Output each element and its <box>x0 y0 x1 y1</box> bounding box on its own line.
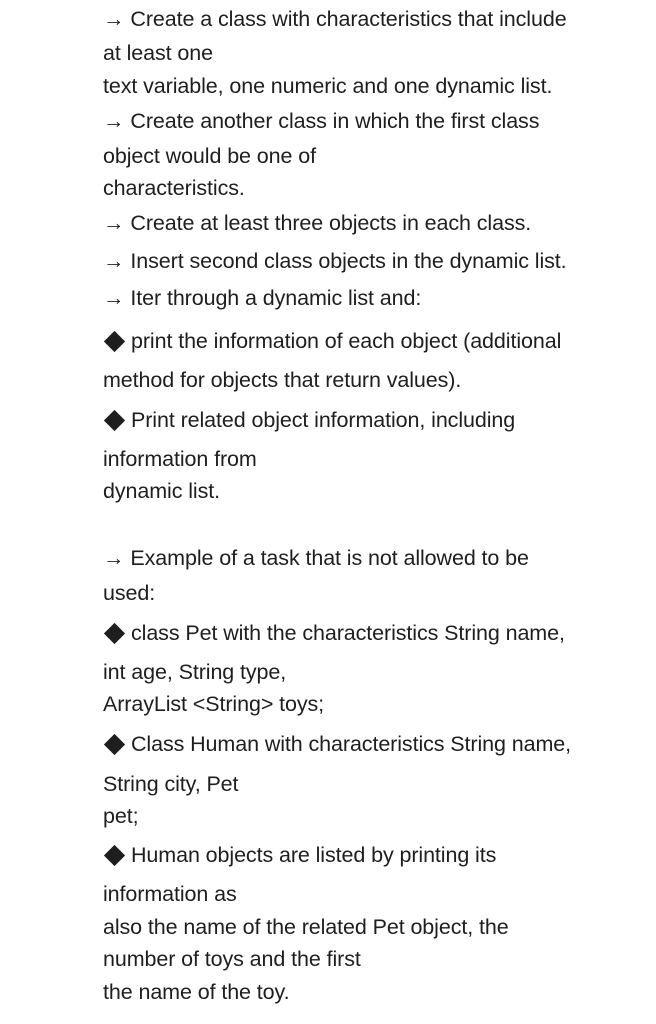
example-item-3-line: number of toys and the first <box>103 947 361 971</box>
example-heading-line <box>103 548 529 570</box>
step-1-line: at least one <box>103 41 213 65</box>
step-1-text: Create a class with characteristics that include <box>130 7 567 31</box>
example-item-1-line: ArrayList <String> toys; <box>103 692 325 716</box>
arrow-icon: → <box>103 7 125 31</box>
step-5-text: Iter through a dynamic list and: <box>130 286 422 310</box>
diamond-bullet-icon <box>104 331 125 352</box>
example-item-1-line: int age, String type, <box>103 660 287 684</box>
example-item-3-line <box>103 845 496 867</box>
example-item-3-line: the name of the toy. <box>103 980 290 1004</box>
step-1-line: text variable, one numeric and one dynamic list. <box>103 74 553 98</box>
step-3-text: Create at least three objects in each class. <box>130 211 532 235</box>
sub-item-1-line: method for objects that return values). <box>103 368 462 392</box>
sub-item-2-line: information from <box>103 447 257 471</box>
step-2-line: characteristics. <box>103 176 245 200</box>
example-item-2-text: Class Human with characteristics String name, <box>131 732 571 756</box>
step-4-text: Insert second class objects in the dynamic list. <box>130 249 567 273</box>
example-item-2-line: String city, Pet <box>103 772 239 796</box>
example-item-2-line <box>103 734 571 756</box>
step-4-line <box>103 251 567 273</box>
step-5-line <box>103 288 421 310</box>
step-3-line <box>103 213 531 235</box>
example-item-3-line: also the name of the related Pet object, the <box>103 915 509 939</box>
step-2-line: object would be one of <box>103 144 316 168</box>
sub-item-2-text: Print related object information, including <box>131 408 516 432</box>
example-item-1-text: class Pet with the characteristics String name, <box>131 621 565 645</box>
step-2-line <box>103 111 539 133</box>
example-item-1-line <box>103 623 565 645</box>
arrow-icon: → <box>103 211 125 235</box>
sub-item-1-line <box>103 331 561 353</box>
diamond-bullet-icon <box>104 410 125 431</box>
sub-item-2-line <box>103 410 515 432</box>
example-heading-text: Example of a task that is not allowed to be <box>130 546 529 570</box>
example-heading-line: used: <box>103 581 156 605</box>
example-item-3-line: information as <box>103 882 237 906</box>
sub-item-1-text: print the information of each object (additional <box>131 329 562 353</box>
step-2-text: Create another class in which the first class <box>130 109 540 133</box>
step-1-line <box>103 9 567 31</box>
sub-item-2-line: dynamic list. <box>103 479 220 503</box>
arrow-icon: → <box>103 286 125 310</box>
arrow-icon: → <box>103 109 125 133</box>
arrow-icon: → <box>103 249 125 273</box>
example-item-3-text: Human objects are listed by printing its <box>131 843 497 867</box>
diamond-bullet-icon <box>104 845 125 866</box>
diamond-bullet-icon <box>104 623 125 644</box>
example-item-2-line: pet; <box>103 804 139 828</box>
diamond-bullet-icon <box>104 734 125 755</box>
arrow-icon: → <box>103 546 125 570</box>
